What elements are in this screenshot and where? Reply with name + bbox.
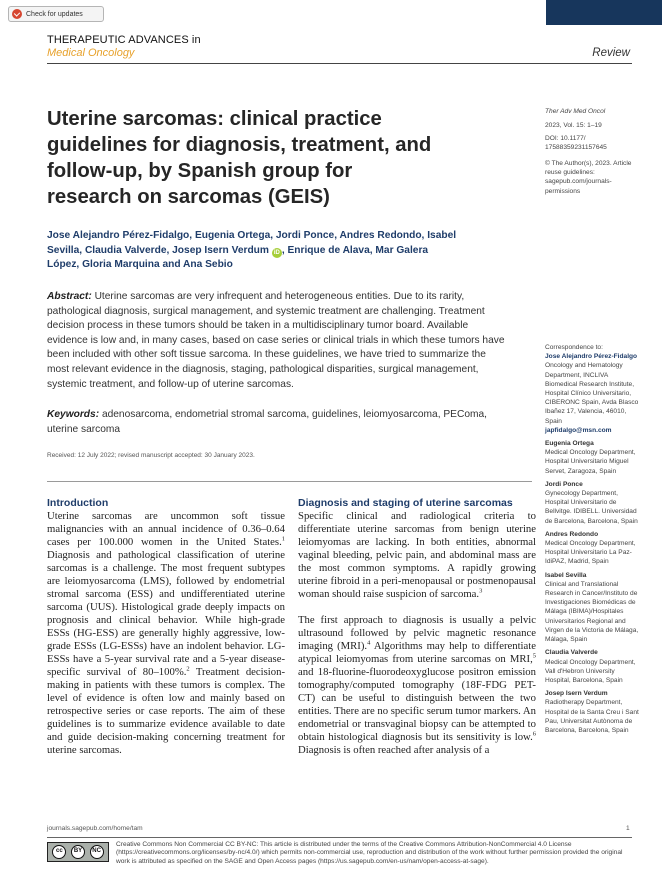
check-for-updates-label: Check for updates — [26, 10, 83, 18]
diagnosis-body — [298, 510, 536, 757]
abstract-text: Uterine sarcomas are very infrequent and heterogeneous entities. Due to its rarity, pathological diagnosis, surgical management, and systemic treatment are challenging. Treatment decision process in these tumors should be taken in a multidisciplinary tumor board. Available evidence is low and, in many cases, based on case series or clinical trials in which these tumors have been included with other soft tissue sarcoma. In these guidelines, we have tried to summarize the most relevant evidence in the diagnosis, staging, pathological disparities, surgical management, systemic treatment, and follow-up of uterine sarcomas. — [47, 291, 505, 390]
affiliation-name: Andres Redondo — [545, 530, 599, 538]
affiliation-name: Isabel Sevilla — [545, 571, 587, 579]
journal-url[interactable]: journals.sagepub.com/home/tam — [47, 825, 143, 832]
by-icon: BY — [71, 845, 85, 859]
journal-name: THERAPEUTIC ADVANCES in — [47, 34, 201, 46]
introduction-body — [47, 510, 285, 757]
affiliation-text: Medical Oncology Department, Hospital Universitario Miguel Servet, Zaragoza, Spain — [545, 449, 636, 475]
text-run: Specific clinical and radiological criteria to differentiate uterine sarcomas from benign uterine leiomyomas are lacking. In both entities, abnormal vaginal bleeding, pelvic pain, and abdominal mass are the most common symptoms. A rapidly growing uterine fibroid in a peri-menopausal or postmenopausal woman should raise suspicion of sarcoma. — [298, 510, 536, 600]
orcid-icon[interactable]: iD — [273, 249, 280, 256]
paragraph — [298, 510, 536, 601]
authors-part-1[interactable]: Jose Alejandro Pérez-Fidalgo, Eugenia Ortega, Jordi Ponce, Andres Redondo, Isabel Sevilla, Claudia Valverde, Josep Isern Verdum — [47, 230, 457, 256]
text-run: Diagnosis is often reached after analysis of a — [298, 744, 490, 756]
affiliation-name: Jordi Ponce — [545, 480, 583, 488]
correspondence-address: Oncology and Hematology Department, INCLIVA Biomedical Research Institute, Hospital Clínico Universitario, CIBERONC Spain, Avda Blasco Ibañez 17, Valencia, 46010, Spain — [545, 362, 639, 425]
introduction-heading: Introduction — [47, 497, 109, 509]
crossmark-icon — [12, 9, 22, 19]
correspondence-email[interactable]: japfidalgo@msn.com — [545, 426, 612, 434]
affiliation-text: Radiotherapy Department, Hospital de la Santa Creu i Sant Pau, Universitat Autònoma de Barcelona, Barcelona, Spain — [545, 699, 639, 734]
header-divider — [47, 63, 632, 64]
header-color-block — [546, 0, 662, 25]
journal-subtitle: Medical Oncology — [47, 47, 135, 59]
section-divider — [47, 481, 532, 482]
journal-abbreviation: Ther Adv Med Oncol — [545, 108, 606, 115]
keywords-text: adenosarcoma, endometrial stromal sarcoma, guidelines, leiomyosarcoma, PEComa, uterine sarcoma — [47, 409, 487, 435]
reference-4[interactable]: 4 — [367, 639, 371, 647]
correspondence-name: Jose Alejandro Pérez-Fidalgo — [545, 353, 638, 361]
paragraph — [298, 614, 536, 757]
diagnosis-heading: Diagnosis and staging of uterine sarcomas — [298, 497, 513, 509]
reference-1[interactable]: 1 — [281, 535, 285, 543]
authors-part-2[interactable]: , Enrique de Alava, Mar Galera López, Gloria Marquina and Ana Sebio — [47, 244, 429, 271]
affiliation-text: Medical Oncology Department, Hospital Universitario La Paz-IdiPAZ, Madrid, Spain — [545, 540, 636, 566]
paragraph — [47, 510, 285, 757]
affiliation-name: Claudia Valverde — [545, 649, 598, 657]
abstract — [47, 290, 505, 392]
creative-commons-badge[interactable] — [47, 842, 109, 862]
cc-icon: cc — [52, 845, 66, 859]
page-number: 1 — [626, 825, 630, 832]
reference-6[interactable]: 6 — [532, 730, 536, 738]
check-for-updates-button[interactable] — [8, 6, 104, 22]
affiliation-item — [545, 480, 640, 526]
doi[interactable]: DOI: 10.1177/ 17588359231157645 — [545, 135, 607, 152]
abstract-label: Abstract: — [47, 291, 92, 302]
nc-icon: NC — [90, 845, 104, 859]
affiliation-name: Eugenia Ortega — [545, 440, 594, 448]
reference-5[interactable]: 5 — [532, 652, 536, 660]
text-run: Treatment decision-making in patients with these tumors is complex. The level of evidence is often low and mainly based on retrospective series or case reports. The aim of these guidelines is to summarize evidence available to date and guide decision-making concerning treatment for uterine sarcomas. — [47, 666, 285, 756]
affiliation-name: Josep Isern Verdum — [545, 690, 608, 698]
volume-line: 2023, Vol. 15: 1–19 — [545, 122, 602, 129]
affiliation-item — [545, 530, 640, 567]
received-dates: Received: 12 July 2022; revised manuscript accepted: 30 January 2023. — [47, 452, 255, 459]
text-run: Algorithms may help to differentiate atypical leiomyomas from uterine sarcomas on MRI, — [298, 640, 536, 665]
affiliation-text: Medical Oncology Department, Vall d'Hebron University Hospital, Barcelona, Spain — [545, 658, 636, 684]
affiliation-item — [545, 689, 640, 735]
keywords-label: Keywords: — [47, 409, 100, 420]
correspondence-label: Correspondence to: — [545, 344, 603, 351]
text-run: and 18-fluorine-fluorodeoxyglucose positron emission tomography/computed tomography (18F-FDG PET-CT) can be useful to distinguish between the two entities. There are no specific serum tumor markers. An endometrial or transvaginal biopsy can be attempted to obtain histological diagnosis but its sensitivity is low. — [298, 666, 536, 743]
reference-2[interactable]: 2 — [186, 665, 190, 673]
text-run: The first approach to diagnosis is usually a pelvic ultrasound followed by pelvic magnetic resonance imaging (MRI). — [298, 614, 536, 652]
article-type: Review — [592, 47, 630, 59]
text-run: Diagnosis and pathological classification of uterine sarcomas is a challenge. The most frequent subtypes are leiomyosarcoma (LMS), followed by endometrial stromal sarcoma (ESS) and undifferentiated uterine sarcoma (UUS). Histological grade deeply impacts on prognosis and clinical behavior. While high-grade ESSs (HG-ESS) are generally highly aggressive, low-grade ESSs (LG-ESSs) have an indolent behavior. LG-ESSs have a 5-year survival rate and a 5-year disease-specific survival of 80–100%. — [47, 549, 285, 678]
affiliation-item — [545, 648, 640, 685]
author-list — [47, 229, 457, 273]
reference-3[interactable]: 3 — [479, 587, 483, 595]
copyright-notice: © The Author(s), 2023. Article reuse guidelines: sagepub.com/journals-permissions — [545, 160, 632, 195]
text-run: Uterine sarcomas are uncommon soft tissue malignancies with an annual incidence of 0.36–0.64 cases per 100.000 women in the United States. — [47, 510, 285, 548]
affiliation-text: Gynecology Department, Hospital Universitario de Bellvitge. IDIBELL. Universidad de Barcelona, Barcelona, Spain — [545, 490, 638, 525]
correspondence-block — [545, 343, 640, 739]
keywords — [47, 408, 505, 437]
footer-divider — [47, 837, 632, 838]
article-title: Uterine sarcomas: clinical practice guidelines for diagnosis, treatment, and follow-up, by Spanish group for research on sarcomas (GEIS) — [47, 108, 432, 208]
affiliation-text: Clinical and Translational Research in Cancer/Instituto de Investigaciones Biomédicas de Málaga (IBIMA)/Hospitales Universitarios Regional and Virgen de la Victoria de Málaga, Málaga, Spain — [545, 580, 639, 644]
affiliation-item — [545, 571, 640, 645]
license-text: Creative Commons Non Commercial CC BY-NC: This article is distributed under the terms of the Creative Commons Attribution-NonCommercial 4.0 License (https://creativecommons.org/licenses/by-nc/4.0/) which permits non-commercial use, reproduction and distribution of the work without further permission provided the original work is attributed as specified on the SAGE and Open Access pages (https://us.sagepub.com/en-us/nam/open-access-at-sage). — [116, 841, 623, 865]
affiliation-item — [545, 439, 640, 476]
